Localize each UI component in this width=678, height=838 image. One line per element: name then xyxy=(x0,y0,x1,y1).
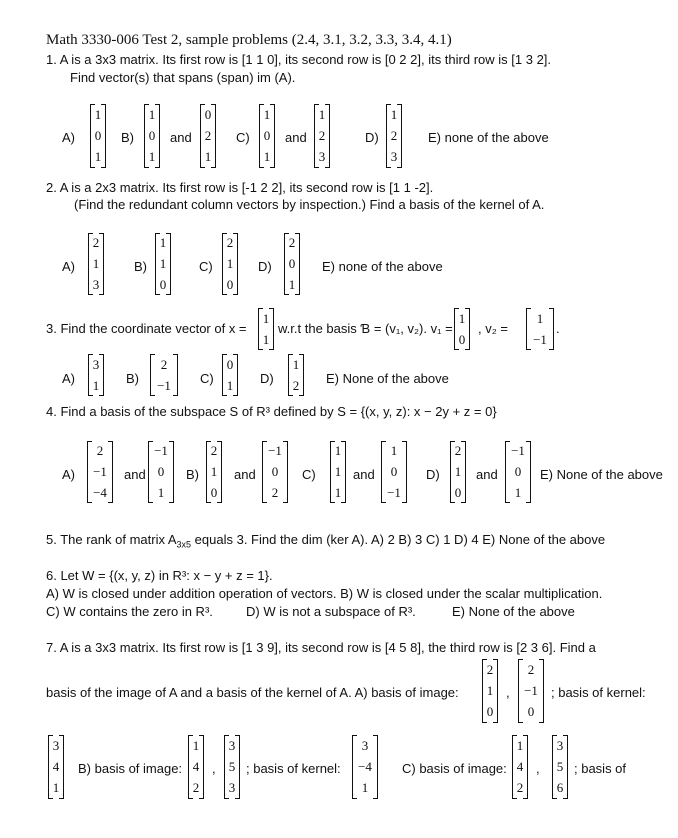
q1-option-b: B) xyxy=(121,130,134,145)
q1-option-d: D) xyxy=(365,130,379,145)
vector-entry: 3 xyxy=(52,737,60,753)
vector-entry: 2 xyxy=(318,127,326,143)
vector-entry: −1 xyxy=(387,484,401,500)
vector-entry: 1 xyxy=(157,484,165,500)
vector-entry: 0 xyxy=(159,276,167,292)
q7-c-image-v2 xyxy=(552,735,568,799)
vector-entry: 1 xyxy=(159,235,167,251)
vector-entry: 1 xyxy=(514,484,522,500)
q2-option-c: C) xyxy=(199,259,213,274)
q4-option-b: B) xyxy=(186,467,199,482)
q5-line xyxy=(46,532,605,553)
vector-entry: 1 xyxy=(486,682,494,698)
q2-option-a: A) xyxy=(62,259,75,274)
vector-entry: 2 xyxy=(527,661,535,677)
vector-entry: −1 xyxy=(533,331,547,347)
q4-vector-c2 xyxy=(381,441,407,503)
vector-entry: 1 xyxy=(361,780,369,796)
q3-vector-a xyxy=(88,354,104,396)
q4-option-d: D) xyxy=(426,467,440,482)
vector-entry: 1 xyxy=(263,106,271,122)
q1-vector-b1 xyxy=(144,104,160,168)
q2-line2: (Find the redundant column vectors by inspection.) Find a basis of the kernel of A. xyxy=(74,197,545,212)
q1-and-b: and xyxy=(170,130,192,145)
vector-entry: 1 xyxy=(52,780,60,796)
q1-option-a: A) xyxy=(62,130,75,145)
q4-vector-c1 xyxy=(330,441,346,503)
vector-entry: 1 xyxy=(334,484,342,500)
q3-vector-v1 xyxy=(454,308,470,350)
q4-vector-d2 xyxy=(505,441,531,503)
vector-entry: −4 xyxy=(93,484,107,500)
vector-entry: 0 xyxy=(458,331,466,347)
vector-entry: 0 xyxy=(390,463,398,479)
vector-entry: 4 xyxy=(192,758,200,774)
q7-b-comma: , xyxy=(212,761,216,776)
vector-entry: 3 xyxy=(228,737,236,753)
vector-entry: 2 xyxy=(210,443,218,459)
q2-option-b: B) xyxy=(134,259,147,274)
vector-entry: −1 xyxy=(93,463,107,479)
vector-entry: 2 xyxy=(160,356,168,372)
vector-entry: −1 xyxy=(157,377,171,393)
q3-option-e: E) None of the above xyxy=(326,371,449,386)
vector-entry: 0 xyxy=(204,106,212,122)
q7-b-kernel-label: ; basis of kernel: xyxy=(246,761,341,776)
q1-vector-b2 xyxy=(200,104,216,168)
vector-entry: 2 xyxy=(516,780,524,796)
vector-entry: 4 xyxy=(516,758,524,774)
q7-line1: 7. A is a 3x3 matrix. Its first row is [1 3 9], its second row is [4 5 8], the third row is [2 3 6]. Find a xyxy=(46,640,596,655)
q6-line2: A) W is closed under addition operation of vectors. B) W is closed under the scalar multiplication. xyxy=(46,586,603,601)
q2-option-d: D) xyxy=(258,259,272,274)
vector-entry: 0 xyxy=(148,127,156,143)
vector-entry: 1 xyxy=(263,149,271,165)
vector-entry: 1 xyxy=(94,149,102,165)
vector-entry: −1 xyxy=(154,443,168,459)
vector-entry: 1 xyxy=(390,106,398,122)
q4-vector-b2 xyxy=(262,441,288,503)
vector-entry: 1 xyxy=(159,255,167,271)
vector-entry: 1 xyxy=(334,443,342,459)
vector-entry: 3 xyxy=(390,149,398,165)
vector-entry: 2 xyxy=(92,235,100,251)
vector-entry: 1 xyxy=(210,463,218,479)
vector-entry: 2 xyxy=(96,443,104,459)
vector-entry: 5 xyxy=(556,758,564,774)
vector-entry: 3 xyxy=(318,149,326,165)
vector-entry: 1 xyxy=(292,356,300,372)
vector-entry: 1 xyxy=(262,331,270,347)
vector-entry: 2 xyxy=(288,235,296,251)
vector-entry: 0 xyxy=(157,463,165,479)
q3-prompt: 3. Find the coordinate vector of x = xyxy=(46,321,247,336)
q3-vector-v2 xyxy=(526,308,554,350)
q1-and-c: and xyxy=(285,130,307,145)
vector-entry: 0 xyxy=(288,255,296,271)
q4-and-c: and xyxy=(353,467,375,482)
q2-option-e: E) none of the above xyxy=(322,259,443,274)
vector-entry: −4 xyxy=(358,758,372,774)
vector-entry: 0 xyxy=(454,484,462,500)
vector-entry: 1 xyxy=(334,463,342,479)
vector-entry: 0 xyxy=(226,356,234,372)
q6-line1: 6. Let W = {(x, y, z) in R³: x − y + z = 1}. xyxy=(46,568,273,583)
vector-entry: 2 xyxy=(390,127,398,143)
q7-c-image-v1 xyxy=(512,735,528,799)
vector-entry: 2 xyxy=(192,780,200,796)
vector-entry: 1 xyxy=(390,443,398,459)
q3-v2-label: , v₂ = xyxy=(478,321,508,336)
q7-b-kernel-v xyxy=(352,735,378,799)
vector-entry: 0 xyxy=(210,484,218,500)
q1-option-e: E) none of the above xyxy=(428,130,549,145)
vector-entry: 0 xyxy=(486,704,494,720)
q1-vector-c1 xyxy=(259,104,275,168)
q1-line1: 1. A is a 3x3 matrix. Its first row is [1 1 0], its second row is [0 2 2], its third row is [1 3 2]. xyxy=(46,52,552,67)
vector-entry: 1 xyxy=(318,106,326,122)
q7-b-image-v2 xyxy=(224,735,240,799)
q4-vector-a2 xyxy=(148,441,174,503)
q5-options: equals 3. Find the dim (ker A). A) 2 B) 3 C) 1 D) 4 E) None of the above xyxy=(191,532,606,547)
q4-vector-a1 xyxy=(87,441,113,503)
q7-b-image-label: B) basis of image: xyxy=(78,761,183,776)
vector-entry: 4 xyxy=(52,758,60,774)
q3-option-a: A) xyxy=(62,371,75,386)
q2-line1: 2. A is a 2x3 matrix. Its first row is [-1 2 2], its second row is [1 1 -2]. xyxy=(46,180,434,195)
vector-entry: 1 xyxy=(92,377,100,393)
q2-vector-d xyxy=(284,233,300,295)
vector-entry: 3 xyxy=(92,356,100,372)
q1-option-c: C) xyxy=(236,130,250,145)
q7-a-image-v1 xyxy=(482,659,498,723)
q7-a-kernel-label: ; basis of kernel: xyxy=(551,685,646,700)
q6-option-d: D) W is not a subspace of R³. xyxy=(246,604,416,619)
vector-entry: 1 xyxy=(458,310,466,326)
page-title: Math 3330-006 Test 2, sample problems (2.4, 3.1, 3.2, 3.3, 3.4, 4.1) xyxy=(46,32,452,48)
q3-basis-text: w.r.t the basis Ɓ = (v₁, v₂). v₁ = xyxy=(278,321,453,336)
vector-entry: 1 xyxy=(148,106,156,122)
q4-vector-d1 xyxy=(450,441,466,503)
q4-option-e: E) None of the above xyxy=(540,467,663,482)
q4-and-b: and xyxy=(234,467,256,482)
q3-vector-b xyxy=(150,354,178,396)
vector-entry: 2 xyxy=(292,377,300,393)
vector-entry: 2 xyxy=(226,235,234,251)
q2-vector-b xyxy=(155,233,171,295)
q1-vector-c2 xyxy=(314,104,330,168)
q7-c-kernel-label: ; basis of xyxy=(574,761,627,776)
vector-entry: 1 xyxy=(536,310,544,326)
q6-option-c: C) W contains the zero in R³. xyxy=(46,604,213,619)
vector-entry: 2 xyxy=(486,661,494,677)
q7-b-image-v1 xyxy=(188,735,204,799)
vector-entry: 1 xyxy=(92,255,100,271)
vector-entry: −1 xyxy=(268,443,282,459)
vector-entry: −1 xyxy=(511,443,525,459)
vector-entry: 0 xyxy=(527,704,535,720)
vector-entry: −1 xyxy=(524,682,538,698)
vector-entry: 1 xyxy=(192,737,200,753)
vector-entry: 3 xyxy=(361,737,369,753)
q1-vector-a xyxy=(90,104,106,168)
vector-entry: 1 xyxy=(148,149,156,165)
q1-vector-d xyxy=(386,104,402,168)
vector-entry: 0 xyxy=(226,276,234,292)
q6-option-e: E) None of the above xyxy=(452,604,575,619)
vector-entry: 0 xyxy=(271,463,279,479)
q2-vector-c xyxy=(222,233,238,295)
q1-line2: Find vector(s) that spans (span) im (A). xyxy=(70,70,296,85)
vector-entry: 0 xyxy=(94,127,102,143)
q3-option-d: D) xyxy=(260,371,274,386)
q7-a-kernel-v xyxy=(48,735,64,799)
vector-entry: 0 xyxy=(263,127,271,143)
vector-entry: 1 xyxy=(204,149,212,165)
q5-subscript: 3x5 xyxy=(176,539,192,550)
vector-entry: 6 xyxy=(556,780,564,796)
vector-entry: 1 xyxy=(94,106,102,122)
q7-c-comma: , xyxy=(536,761,540,776)
q3-option-c: C) xyxy=(200,371,214,386)
q3-period: . xyxy=(556,321,560,336)
vector-entry: 3 xyxy=(92,276,100,292)
vector-entry: 3 xyxy=(228,780,236,796)
vector-entry: 2 xyxy=(204,127,212,143)
vector-entry: 5 xyxy=(228,758,236,774)
q7-a-image-v2 xyxy=(518,659,544,723)
q4-and-d: and xyxy=(476,467,498,482)
q4-option-c: C) xyxy=(302,467,316,482)
q2-vector-a xyxy=(88,233,104,295)
q3-vector-x xyxy=(258,308,274,350)
q7-line2: basis of the image of A and a basis of the kernel of A. A) basis of image: xyxy=(46,685,459,700)
vector-entry: 3 xyxy=(556,737,564,753)
vector-entry: 1 xyxy=(226,377,234,393)
q3-vector-d xyxy=(288,354,304,396)
q4-and-a: and xyxy=(124,467,146,482)
q3-option-b: B) xyxy=(126,371,139,386)
vector-entry: 1 xyxy=(454,463,462,479)
q7-a-comma: , xyxy=(506,685,510,700)
vector-entry: 1 xyxy=(288,276,296,292)
q7-c-image-label: C) basis of image: xyxy=(402,761,507,776)
q4-option-a: A) xyxy=(62,467,75,482)
vector-entry: 1 xyxy=(226,255,234,271)
q3-vector-c xyxy=(222,354,238,396)
q4-vector-b1 xyxy=(206,441,222,503)
q4-line: 4. Find a basis of the subspace S of R³ defined by S = {(x, y, z): x − 2y + z = 0} xyxy=(46,404,497,419)
vector-entry: 1 xyxy=(516,737,524,753)
vector-entry: 2 xyxy=(454,443,462,459)
vector-entry: 0 xyxy=(514,463,522,479)
vector-entry: 1 xyxy=(262,310,270,326)
vector-entry: 2 xyxy=(271,484,279,500)
q5-prompt: 5. The rank of matrix A xyxy=(46,532,177,547)
